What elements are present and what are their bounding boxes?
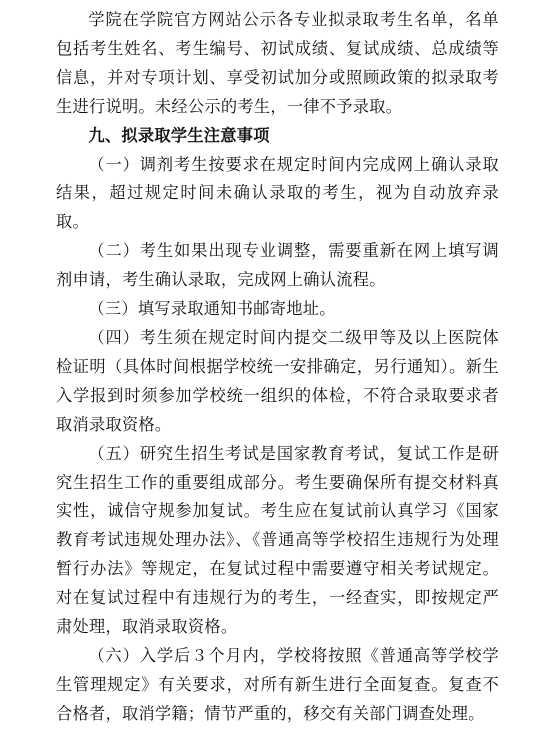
notice-item-1: （一）调剂考生按要求在规定时间内完成网上确认录取结果，超过规定时间未确认录取的考生，视为自动放弃录取。 xyxy=(56,154,499,232)
notice-item-4: （四）考生须在规定时间内提交二级甲等及以上医院体检证明（具体时间根据学校统一安排确定，另行通知）。新生入学报到时须参加学校统一组织的体检，不符合录取要求者取消录取资格。 xyxy=(56,327,499,434)
section-heading: 九、拟录取学生注意事项 xyxy=(88,125,270,145)
notice-item-6: （六）入学后３个月内，学校将按照《普通高等学校学生管理规定》有关要求，对所有新生进行全面复查。复查不合格者，取消学籍；情节严重的，移交有关部门调查处理。 xyxy=(56,645,499,723)
notice-item-3: （三）填写录取通知书邮寄地址。 xyxy=(88,299,336,319)
notice-item-5: （五）研究生招生考试是国家教育考试，复试工作是研究生招生工作的重要组成部分。考生要确保所有提交材料真实性，诚信守规参加复试。考生应在复试前认真学习《国家教育考试违规处理办法》、《普通高等学校招生违规行为处理暂行办法》等规定，在复试过程中需要遵守相关考试规定。对在复试过程中有违规行为的考生，一经查实，即按规定严肃处理，取消录取资格。 xyxy=(56,443,499,637)
notice-item-2: （二）考生如果出现专业调整，需要重新在网上填写调剂申请，考生确认录取，完成网上确认流程。 xyxy=(56,241,499,290)
intro-paragraph: 学院在学院官方网站公示各专业拟录取考生名单，名单包括考生姓名、考生编号、初试成绩、复试成绩、总成绩等信息，并对专项计划、享受初试加分或照顾政策的拟录取考生进行说明。未经公示的考生，一律不予录取。 xyxy=(56,10,499,116)
